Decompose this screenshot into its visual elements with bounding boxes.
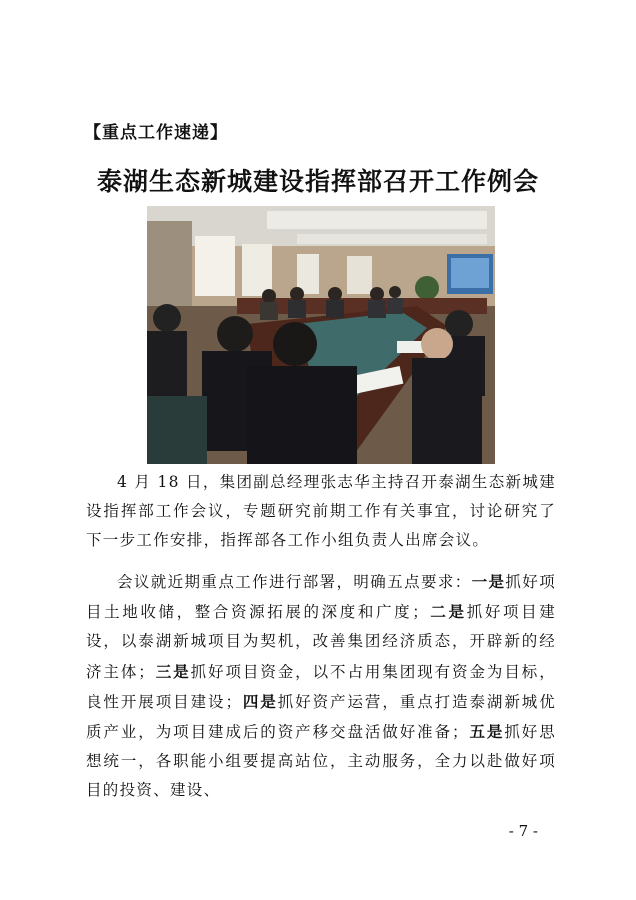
paragraph-2 xyxy=(86,567,556,806)
p2-text-5: 抓好思想统一，各职能小组要提高站位，主动服务，全力以赴做好项目的投资、建设、 xyxy=(86,723,556,800)
p2-text-4: 抓好资产运营，重点打造泰湖新城优质产业，为项目建成后的资产移交盘活做好准备； xyxy=(86,692,556,742)
article-title: 泰湖生态新城建设指挥部召开工作例会 xyxy=(96,167,539,196)
section-tag: 【重点工作速递】 xyxy=(84,123,228,143)
p2-text-1: 抓好项目土地收储，整合资源拓展的深度和广度； xyxy=(86,573,556,622)
p2-key-3: 三是 xyxy=(155,661,191,681)
p2-key-5: 五是 xyxy=(468,722,505,742)
p2-key-1: 一是 xyxy=(471,572,506,591)
paragraph-1: 4 月 18 日，集团副总经理张志华主持召开泰湖生态新城建设指挥部工作会议，专题研究前期工作有关事宜，讨论研究了下一步工作安排，指挥部各工作小组负责人出席会议。 xyxy=(86,473,556,550)
page-number: - 7 - xyxy=(508,822,538,840)
p2-text-2: 抓好项目建设，以泰湖新城项目为契机，改善集团经济质态，开辟新的经济主体； xyxy=(86,603,556,681)
p2-intro: 会议就近期重点工作进行部署，明确五点要求： xyxy=(117,573,472,591)
meeting-photo-icon xyxy=(147,206,495,464)
p2-key-4: 四是 xyxy=(242,691,278,711)
p2-key-2: 二是 xyxy=(429,602,467,622)
meeting-photo xyxy=(147,206,495,464)
p2-text-3: 抓好项目资金，以不占用集团现有资金为目标，良性开展项目建设； xyxy=(86,662,556,711)
